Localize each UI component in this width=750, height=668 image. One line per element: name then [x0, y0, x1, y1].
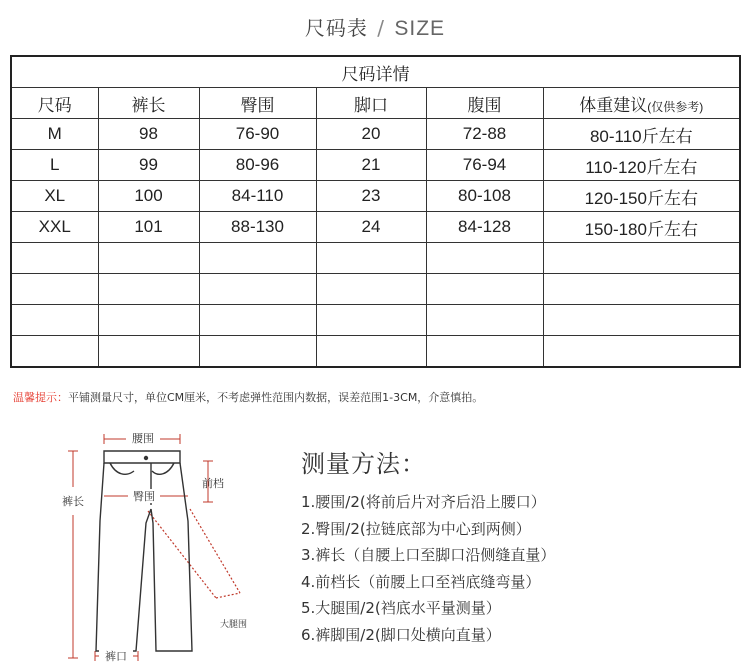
- tip-label: 温馨提示：: [13, 391, 68, 404]
- title-en: SIZE: [394, 17, 446, 40]
- table-cell: 88-130: [199, 212, 316, 243]
- method-item: 4.前档长（前腰上口至裆底缝弯量）: [301, 572, 541, 591]
- label-thigh: 大腿围: [220, 620, 248, 630]
- table-row: [11, 212, 740, 243]
- method-title: 测量方法：: [301, 450, 426, 478]
- table-cell: 80-110斤左右: [543, 119, 740, 150]
- table-caption-row: [11, 56, 740, 88]
- table-cell: 80-96: [199, 150, 316, 181]
- table-row-empty: [11, 274, 740, 305]
- table-cell: 21: [316, 150, 426, 181]
- table-cell: 24: [316, 212, 426, 243]
- method-item: 2.臀围/2(拉链底部为中心到两侧）: [301, 519, 531, 538]
- table-row: [11, 119, 740, 150]
- page-title: [0, 12, 750, 41]
- table-cell: XXL: [11, 212, 98, 243]
- table-cell: 76-94: [426, 150, 543, 181]
- table-cell: 76-90: [199, 119, 316, 150]
- column-header: 裤长: [98, 88, 199, 119]
- title-cn: 尺码表: [304, 16, 368, 40]
- table-cell: M: [11, 119, 98, 150]
- table-row-empty: [11, 336, 740, 368]
- method-item: 3.裤长（自腰上口至脚口沿侧缝直量）: [301, 546, 556, 565]
- table-row: [11, 181, 740, 212]
- label-front-rise: 前档: [202, 477, 224, 490]
- table-cell: 110-120斤左右: [543, 150, 740, 181]
- column-header: 脚口: [316, 88, 426, 119]
- table-cell: 72-88: [426, 119, 543, 150]
- table-cell: 98: [98, 119, 199, 150]
- weight-hint: (仅供参考): [647, 99, 704, 114]
- size-table: [10, 55, 741, 368]
- method-item: 5.大腿围/2(裆底水平量测量）: [301, 599, 501, 618]
- column-header: 尺码: [11, 88, 98, 119]
- table-row-empty: [11, 305, 740, 336]
- table-cell: 23: [316, 181, 426, 212]
- table-cell: 101: [98, 212, 199, 243]
- table-row-empty: [11, 243, 740, 274]
- column-header-weight: [543, 88, 740, 119]
- tip-note: [13, 389, 483, 405]
- table-cell: XL: [11, 181, 98, 212]
- table-cell: 100: [98, 181, 199, 212]
- method-list: [301, 489, 555, 649]
- column-header: 腹围: [426, 88, 543, 119]
- table-cell: 99: [98, 150, 199, 181]
- table-cell: 120-150斤左右: [543, 181, 740, 212]
- label-hem: 裤口: [105, 650, 127, 663]
- tip-text: 平铺测量尺寸，单位CM厘米，不考虑弹性范围内数据，误差范围1-3CM，介意慎拍。: [68, 391, 484, 404]
- table-row: [11, 150, 740, 181]
- table-cell: 20: [316, 119, 426, 150]
- label-length: 裤长: [62, 495, 84, 508]
- method-item: 1.腰围/2(将前后片对齐后沿上腰口）: [301, 493, 546, 511]
- table-cell: 80-108: [426, 181, 543, 212]
- column-header: 臀围: [199, 88, 316, 119]
- table-header-row: [11, 88, 740, 119]
- label-waist: 腰围: [132, 432, 154, 445]
- pants-measure-diagram: [30, 425, 270, 668]
- title-separator: /: [377, 16, 386, 40]
- method-item: 6.裤脚围/2(脚口处横向直量）: [301, 625, 501, 644]
- table-cell: 84-128: [426, 212, 543, 243]
- label-hip: 臀围: [133, 490, 155, 503]
- weight-header-label: 体重建议: [579, 95, 648, 115]
- table-caption: 尺码详情: [11, 56, 740, 88]
- table-cell: L: [11, 150, 98, 181]
- table-cell: 84-110: [199, 181, 316, 212]
- table-cell: 150-180斤左右: [543, 212, 740, 243]
